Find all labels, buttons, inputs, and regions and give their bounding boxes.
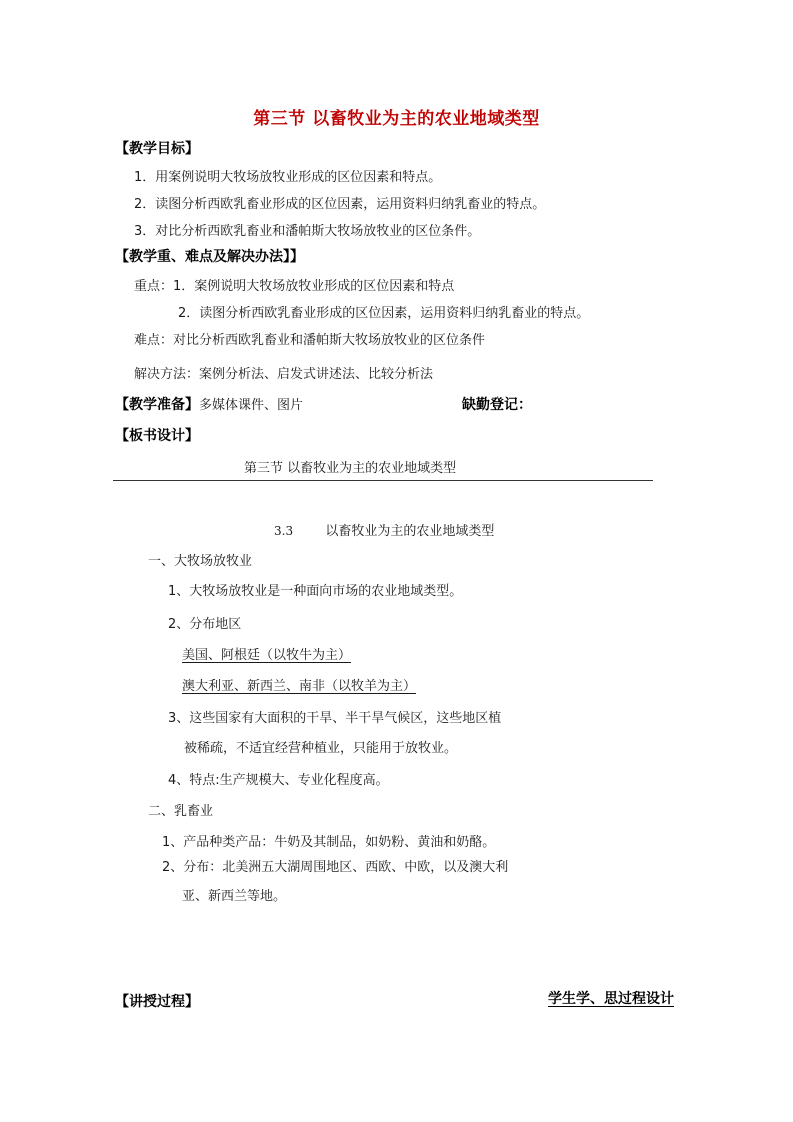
key-point-2: 2．读图分析西欧乳畜业形成的区位因素，运用资料归纳乳畜业的特点。 <box>178 306 590 321</box>
process-heading: 【讲授过程】 <box>115 994 199 1010</box>
board-subtitle: 第三节 以畜牧业为主的农业地域类型 <box>244 461 457 476</box>
part1-point-2: 2、分布地区 <box>168 617 242 632</box>
part1-point-3a: 3、这些国家有大面积的干旱、半干旱气候区，这些地区植 <box>168 711 502 726</box>
keypoints-heading: 【教学重、难点及解决办法】】 <box>115 249 304 265</box>
goal-item-3: 3．对比分析西欧乳畜业和潘帕斯大牧场放牧业的区位条件。 <box>134 224 481 239</box>
part1-region-sheep: 澳大利亚、新西兰、南非（以牧羊为主） <box>182 679 417 694</box>
part1-point-1: 1、大牧场放牧业是一种面向市场的农业地域类型。 <box>168 584 463 599</box>
part1-region-cattle: 美国、阿根廷（以牧牛为主） <box>182 648 352 663</box>
divider-line <box>113 480 653 481</box>
key-point-1: 重点：1．案例说明大牧场放牧业形成的区位因素和特点 <box>134 279 455 294</box>
solution-method: 解决方法：案例分析法、启发式讲述法、比较分析法 <box>134 367 434 382</box>
goal-item-1: 1．用案例说明大牧场放牧业形成的区位因素和特点。 <box>134 170 442 185</box>
part1-point-3b: 被稀疏，不适宜经营种植业，只能用于放牧业。 <box>184 741 458 756</box>
part1-heading: 一、大牧场放牧业 <box>148 554 253 569</box>
section-number: 3.3 <box>274 524 294 538</box>
process-student-design: 学生学、思过程设计 <box>548 991 674 1007</box>
part2-heading: 二、乳畜业 <box>148 804 214 819</box>
section-title: 以畜牧业为主的农业地域类型 <box>325 524 495 539</box>
difficulty-point: 难点：对比分析西欧乳畜业和潘帕斯大牧场放牧业的区位条件 <box>134 333 486 348</box>
part1-point-4: 4、特点:生产规模大、专业化程度高。 <box>168 773 389 788</box>
part2-point-1: 1、产品种类产品：牛奶及其制品，如奶粉、黄油和奶酪。 <box>162 835 496 850</box>
part2-point-2b: 亚、新西兰等地。 <box>182 889 287 904</box>
prep-heading: 【教学准备】 <box>115 397 199 413</box>
page-title: 第三节 以畜牧业为主的农业地域类型 <box>253 109 540 129</box>
prep-row <box>115 394 303 414</box>
board-heading: 【板书设计】 <box>115 428 199 444</box>
prep-text: 多媒体课件、图片 <box>199 398 304 413</box>
goals-heading: 【教学目标】 <box>115 141 199 157</box>
goal-item-2: 2．读图分析西欧乳畜业形成的区位因素，运用资料归纳乳畜业的特点。 <box>134 197 546 212</box>
part2-point-2a: 2、分布：北美洲五大湖周围地区、西欧、中欧，以及澳大利 <box>162 860 509 875</box>
board-section-heading <box>274 520 494 539</box>
absence-label: 缺勤登记： <box>462 397 532 413</box>
